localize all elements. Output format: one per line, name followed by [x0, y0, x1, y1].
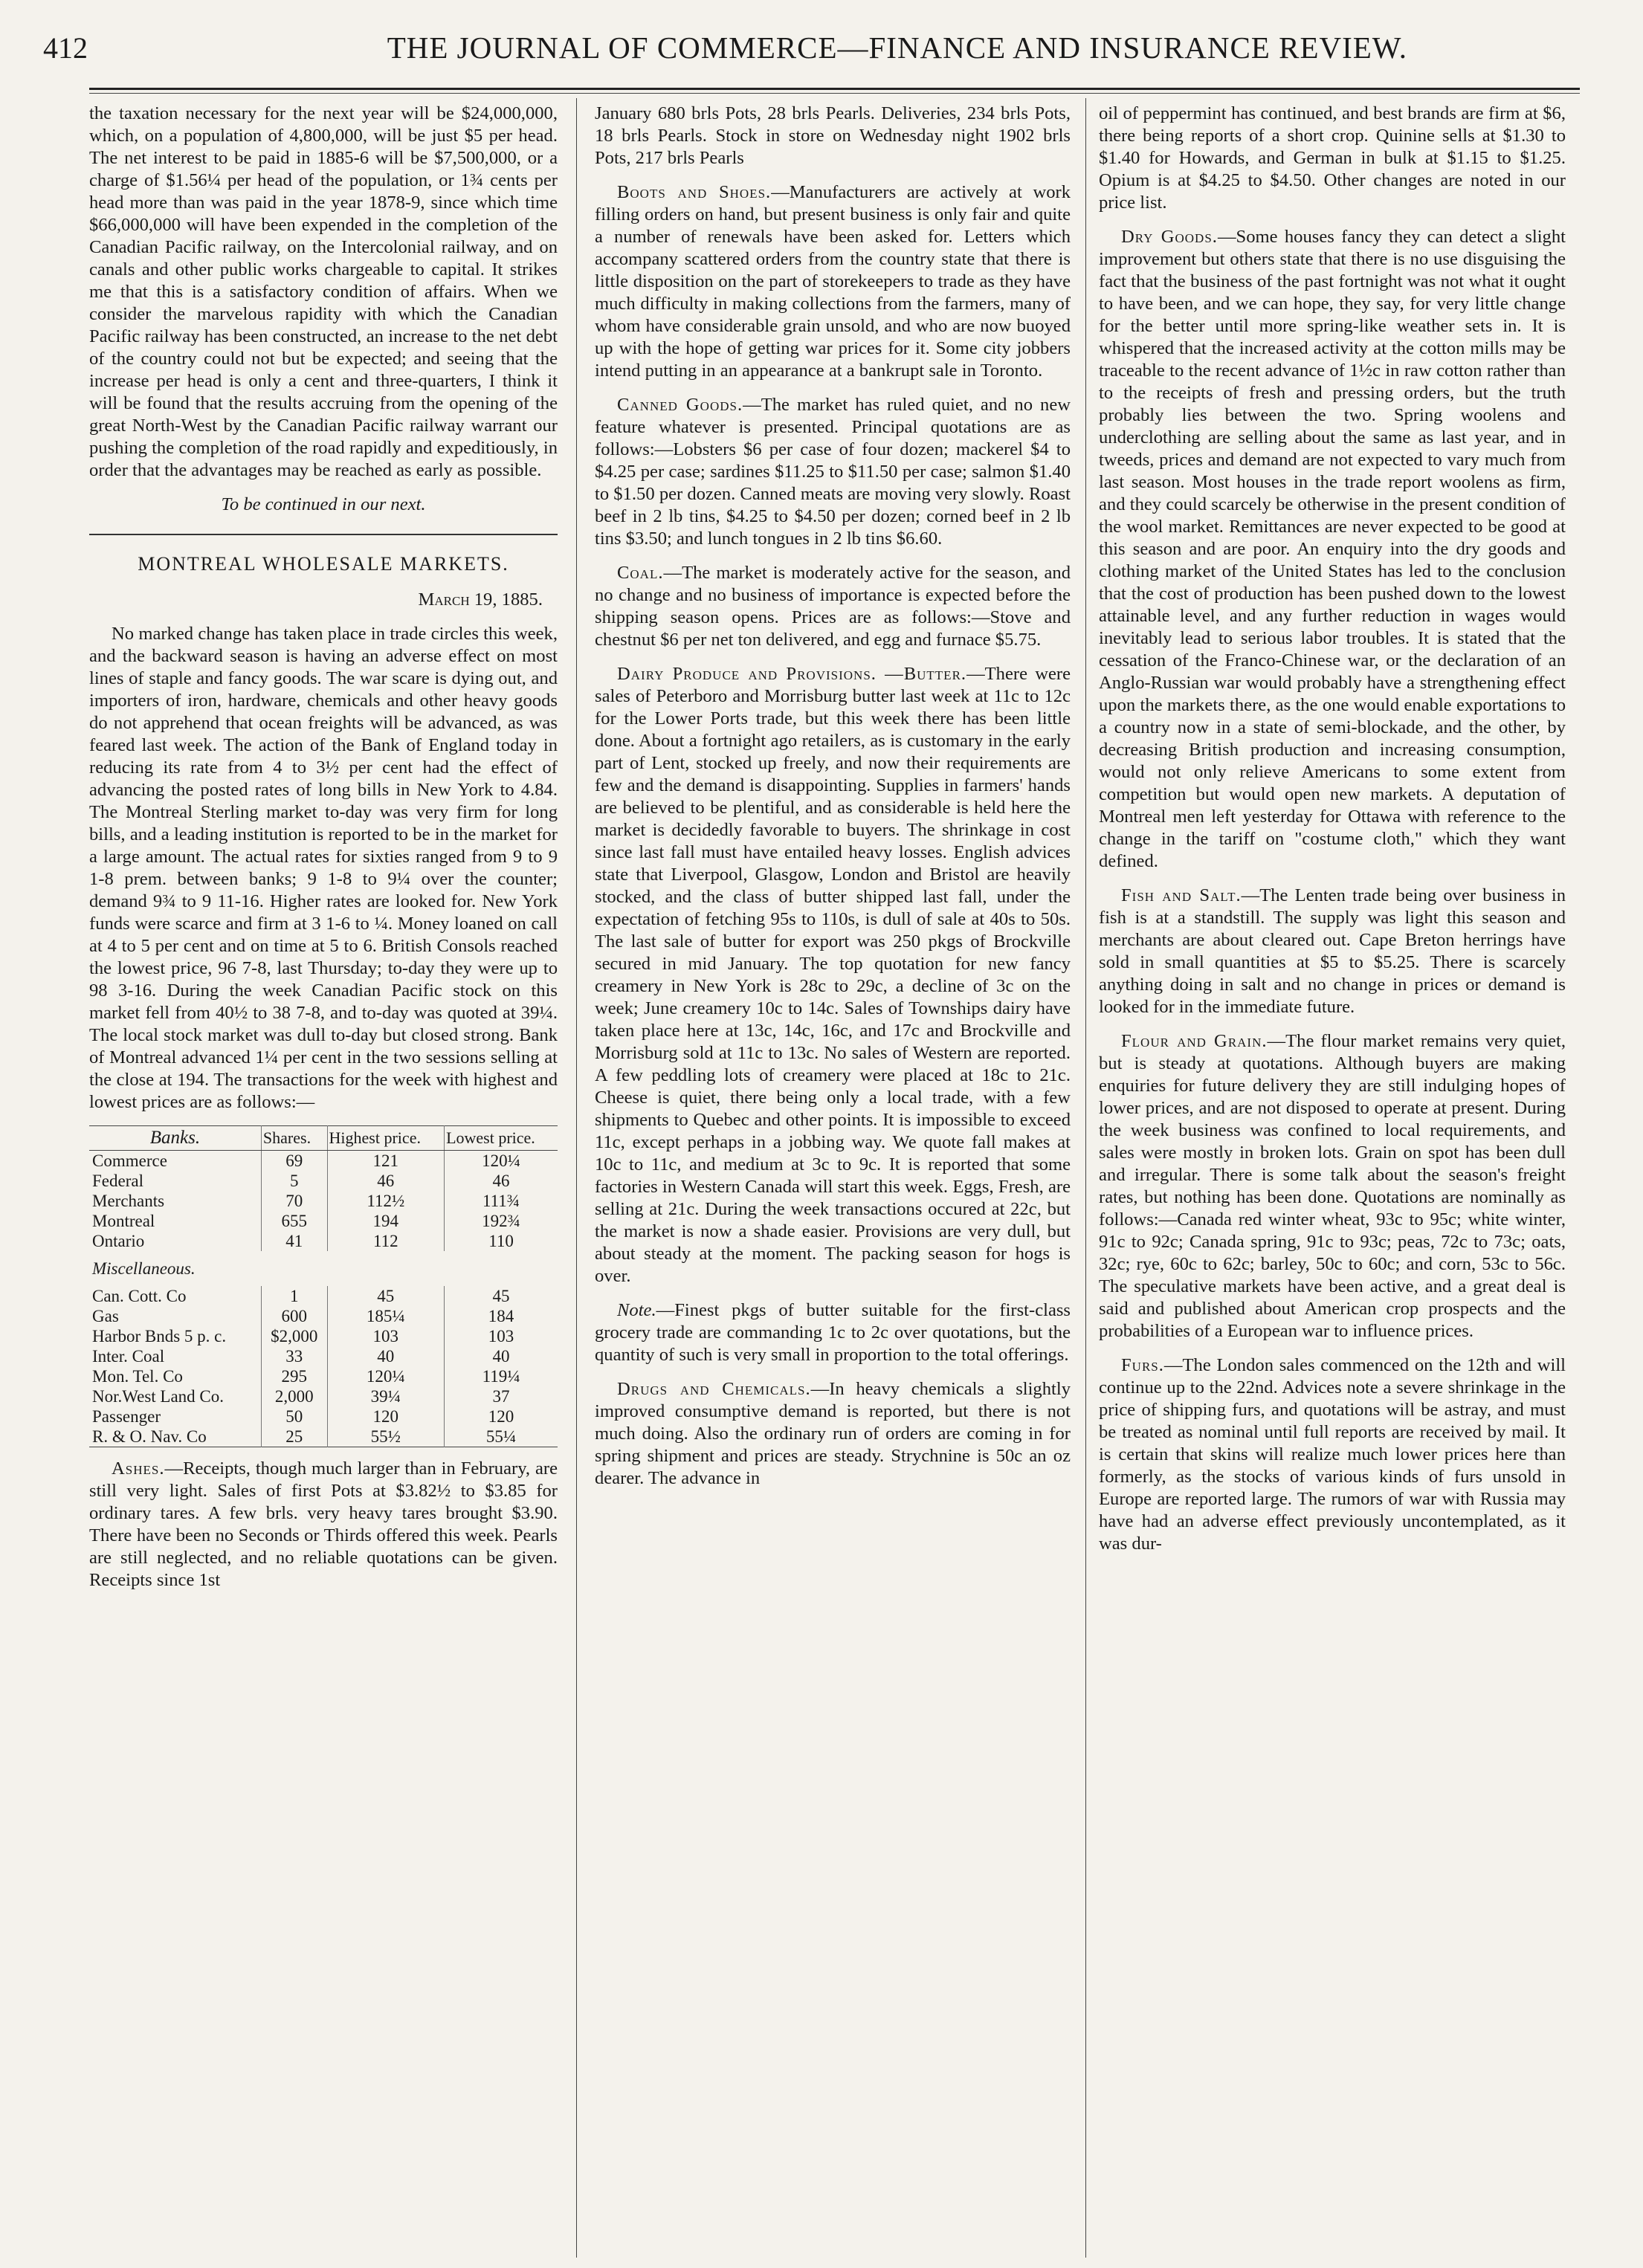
row-name: Nor.West Land Co. — [92, 1387, 225, 1406]
fish-paragraph — [1099, 885, 1566, 1018]
row-highest: 120¼ — [327, 1366, 445, 1386]
row-shares: 70 — [261, 1191, 327, 1211]
column-divider-2 — [1085, 98, 1086, 2258]
table-row — [89, 1231, 558, 1251]
column-2 — [595, 103, 1071, 1502]
row-lowest: 55¼ — [445, 1427, 558, 1447]
row-shares: 295 — [261, 1366, 327, 1386]
row-name: Federal — [92, 1172, 143, 1190]
note-heading: Note. — [617, 1300, 656, 1320]
row-highest: 112 — [327, 1231, 445, 1251]
row-name: R. & O. Nav. Co — [92, 1427, 207, 1446]
row-shares: 655 — [261, 1211, 327, 1231]
note-paragraph — [595, 1299, 1071, 1366]
dairy-paragraph — [595, 663, 1071, 1288]
table-row — [89, 1386, 558, 1406]
flour-heading: Flour and Grain. — [1121, 1031, 1268, 1051]
page-number: 412 — [43, 31, 88, 65]
stock-table — [89, 1125, 558, 1447]
canned-text: —The market has ruled quiet, and no new feature whatever is presented. Principal quotations are as follows:—Lobsters $6 per case of four dozen; mackerel $4 to $4.25 per case; sardines $11.25 to $11.50 per case; salmon $1.40 to $1.50 per dozen. Canned meats are moving very slowly. Roast beef in 2 lb tins, $4.25 to $4.50 per dozen; corned beef in 2 lb tins $3.50; and lunch tongues in 2 lb tins $6.60. — [595, 395, 1071, 549]
row-highest: 194 — [327, 1211, 445, 1231]
row-highest: 103 — [327, 1326, 445, 1346]
ashes-continued-paragraph: January 680 brls Pots, 28 brls Pearls. Deliveries, 234 brls Pots, 18 brls Pearls. Stock in store on Wednesday night 1902 brls Pots, 217 brls Pearls — [595, 103, 1071, 168]
coal-text: —The market is moderately active for the season, and no change and no business of importance is expected before the shipping season opens. Prices are as follows:—Stove and chestnut $6 per net ton delivered, and egg and furnace $5.75. — [595, 563, 1071, 650]
row-highest: 112½ — [327, 1191, 445, 1211]
row-name: Gas — [92, 1307, 119, 1325]
table-row — [89, 1286, 558, 1306]
row-highest: 46 — [327, 1171, 445, 1191]
row-highest: 121 — [327, 1151, 445, 1172]
canned-paragraph — [595, 394, 1071, 550]
boots-paragraph — [595, 181, 1071, 382]
row-lowest: 111¾ — [445, 1191, 558, 1211]
table-row — [89, 1406, 558, 1427]
row-name: Merchants — [92, 1192, 165, 1210]
header-lowest: Lowest price. — [445, 1126, 558, 1151]
market-intro-paragraph: No marked change has taken place in trade circles this week, and the backward season is having an adverse effect on most lines of staple and fancy goods. The war scare is dying out, and importers of iron, hardware, chemicals and other heavy goods do not apprehend that ocean freights will be advanced, as was feared last week. The action of the Bank of England today in reducing its rate from 4 to 3½ per cent had the effect of advancing the posted rates of long bills in New York to 4.84. The Montreal Sterling market to-day was very firm for long bills, and a leading institution is reported to be in the market for a large amount. The actual rates for sixties ranged from 9 to 9 1-8 prem. between banks; 9 1-8 to 9¼ over the counter; demand 9¾ to 9 11-16. Higher rates are looked for. New York funds were scarce and firm at 3 1-6 to ¼. Money loaned on call at 4 to 5 per cent and on time at 5 to 6. British Consols reached the lowest price, 96 7-8, last Thursday; to-day they were up to 98 3-16. During the week Canadian Pacific stock on this market fell from 40½ to 38 7-8, and to-day was quoted at 39¼. The local stock market was dull to-day but closed strong. Bank of Montreal advanced 1¼ per cent in the two sessions selling at the close at 194. The transactions for the week with highest and lowest prices are as follows:— — [89, 624, 558, 1112]
table-row — [89, 1171, 558, 1191]
row-highest: 45 — [327, 1286, 445, 1306]
row-lowest: 120 — [445, 1406, 558, 1427]
row-highest: 120 — [327, 1406, 445, 1427]
table-row — [89, 1306, 558, 1326]
boots-text: —Manufacturers are actively at work filling orders on hand, but present business is only fair and quite a number of renewals have been asked for. Letters which accompany scattered orders from the country state that there is little disposition on the part of storekeepers to trade as they have much difficulty in making collections from the farmers, many of whom have considerable grain unsold, and who are now buoyed up with the hope of getting war prices for it. Some city jobbers intend putting in an appearance at a bankrupt sale in Toronto. — [595, 182, 1071, 381]
row-shares: 5 — [261, 1171, 327, 1191]
note-text: —Finest pkgs of butter suitable for the first-class grocery trade are commanding 1c to 2c over quotations, but the quantity of such is very small in proportion to the total offerings. — [595, 1300, 1071, 1365]
row-name: Ontario — [92, 1232, 145, 1250]
furs-text: —The London sales commenced on the 12th and will continue up to the 22nd. Advices note a severe shrinkage in the price of shipping furs, and quotations will be astray, and must be treated as nominal until full reports are received by mail. It is certain that skins will realize much lower prices here than formerly, as the stocks of various kinds of furs unsold in Europe are reported large. The rumors of war with Russia may have had an adverse effect previously uncontemplated, as it was dur- — [1099, 1355, 1566, 1554]
row-lowest: 192¾ — [445, 1211, 558, 1231]
drugs-continued-paragraph: oil of peppermint has continued, and best brands are firm at $6, there being reports of a short crop. Quinine sells at $1.30 to $1.40 for Howards, and German in bulk at $1.15 to $1.25. Opium is at $4.25 to $4.50. Other changes are noted in our price list. — [1099, 103, 1566, 213]
header-shares: Shares. — [261, 1126, 327, 1151]
misc-label: Miscellaneous. — [92, 1259, 196, 1278]
row-name: Passenger — [92, 1407, 161, 1426]
journal-title: THE JOURNAL OF COMMERCE—FINANCE AND INSURANCE REVIEW. — [387, 30, 1407, 65]
row-lowest: 40 — [445, 1346, 558, 1366]
row-lowest: 45 — [445, 1286, 558, 1306]
row-lowest: 37 — [445, 1386, 558, 1406]
row-shares: 600 — [261, 1306, 327, 1326]
row-shares: 2,000 — [261, 1386, 327, 1406]
dairy-heading: Dairy Produce and Provisions. —Butter. — [617, 664, 967, 684]
row-shares: 33 — [261, 1346, 327, 1366]
canned-heading: Canned Goods. — [617, 395, 743, 415]
section-divider — [89, 534, 558, 535]
fish-heading: Fish and Salt. — [1121, 885, 1242, 905]
row-lowest: 120¼ — [445, 1151, 558, 1172]
drugs-heading: Drugs and Chemicals. — [617, 1379, 811, 1399]
row-name: Mon. Tel. Co — [92, 1367, 183, 1386]
row-shares: 69 — [261, 1151, 327, 1172]
table-row — [89, 1427, 558, 1447]
furs-heading: Furs. — [1121, 1355, 1164, 1375]
ashes-paragraph — [89, 1458, 558, 1592]
row-shares: 50 — [261, 1406, 327, 1427]
dry-goods-paragraph — [1099, 226, 1566, 873]
table-row — [89, 1191, 558, 1211]
section-date: March 19, 1885. — [418, 589, 543, 610]
coal-paragraph — [595, 562, 1071, 651]
row-shares: 1 — [261, 1286, 327, 1306]
header-highest: Highest price. — [327, 1126, 445, 1151]
row-lowest: 110 — [445, 1231, 558, 1251]
boots-heading: Boots and Shoes. — [617, 182, 772, 202]
header-rule-thin — [89, 93, 1580, 94]
row-lowest: 184 — [445, 1306, 558, 1326]
row-highest: 39¼ — [327, 1386, 445, 1406]
dairy-text: —There were sales of Peterboro and Morrisburg butter last week at 11c to 12c for the Lower Ports trade, but this week there has been little done. About a fortnight ago retailers, as is customary in the early part of Lent, stocked up freely, and now their requirements are few and the demand is disappointing. Supplies in farmers' hands are believed to be plentiful, and as considerable is held here the market is decidedly favorable to buyers. The shrinkage in cost since last fall must have entailed heavy losses. English advices state that Liverpool, Glasgow, London and Bristol are heavily stocked, and the class of butter shipped last fall, under the expectation of fetching 95s to 110s, is dull of sale at 40s to 50s. The last sale of butter for export was 250 pkgs of Brockville secured in mid January. The top quotation for new fancy creamery in New York is 28c to 29c, a decline of 3c on the week; June creamery 10c to 14c. Sales of Townships dairy have taken place here at 13c, 14c, 16c, and 17c and Brockville and Morrisburg sold at 11c to 13c. No sales of Western are reported. A few peddling lots of creamery were placed at 18c to 21c. Cheese is quiet, there being only a local trade, with a few shipments to Quebec and other points. It is impossible to exceed 11c, except perhaps in a jobbing way. We quote fall makes at 10c to 11c, and medium at 3c to 9c. It is reported that some factories in Western Canada will start this week. Eggs, Fresh, are selling at 21c. During the week transactions occured at 22c, but the market is now a shade easier. Provisions are very dull, but about steady at the moment. The packing season for hogs is over. — [595, 664, 1071, 1286]
row-lowest: 119¼ — [445, 1366, 558, 1386]
row-name: Can. Cott. Co — [92, 1287, 187, 1305]
row-name: Inter. Coal — [92, 1347, 165, 1366]
row-highest: 55½ — [327, 1427, 445, 1447]
drugs-paragraph — [595, 1378, 1071, 1490]
table-row — [89, 1346, 558, 1366]
row-name: Montreal — [92, 1212, 155, 1230]
section-title: MONTREAL WHOLESALE MARKETS. — [138, 553, 509, 575]
row-shares: 41 — [261, 1231, 327, 1251]
header-rule — [89, 88, 1580, 90]
table-row — [89, 1326, 558, 1346]
ashes-heading: Ashes. — [112, 1458, 165, 1479]
column-divider-1 — [576, 98, 577, 2258]
row-highest: 185¼ — [327, 1306, 445, 1326]
dry-goods-heading: Dry Goods. — [1121, 227, 1218, 247]
table-group-row — [89, 1251, 558, 1286]
column-1 — [89, 103, 558, 1603]
row-shares: $2,000 — [261, 1326, 327, 1346]
stock-table-header — [89, 1126, 558, 1151]
table-row — [89, 1366, 558, 1386]
row-name: Commerce — [92, 1151, 167, 1170]
column-3 — [1099, 103, 1566, 1567]
table-row — [89, 1151, 558, 1172]
row-name: Harbor Bnds 5 p. c. — [92, 1327, 227, 1345]
row-lowest: 46 — [445, 1171, 558, 1191]
table-row — [89, 1211, 558, 1231]
row-lowest: 103 — [445, 1326, 558, 1346]
dry-goods-text: —Some houses fancy they can detect a slight improvement but others state that there is no use disguising the fact that the business of the past fortnight was not what it ought to have been, and we can hope, they say, for very little change for the better until more spring-like weather sets in. It is whispered that the increased activity at the cotton mills may be traceable to the recent advance of 1½c in raw cotton rather than to the receipts of fresh and pressing orders, but the truth probably lies between the two. Spring woolens and underclothing are selling about the same as last year, and in tweeds, prices and demand are not expected to vary much from last season. Most houses in the trade report woolens as firm, and they could scarcely be otherwise in the present condition of the wool market. Remittances are never expected to be good at this season and are poor. An enquiry into the dry goods and clothing market of the United States has led to the conclusion that the cost of production has been pushed down to the lowest attainable level, and any further reduction in wages would inevitably lead to serious labor troubles. It is stated that the cessation of the Franco-Chinese war, or the declaration of an Anglo-Russian war would probably have a strengthening effect upon the markets there, as the one would enable exportations to a country now in a state of semi-blockade, and the other, by decreasing British production and increasing consumption, would not only relieve Americans to some extent from competition but would open new markets. A deputation of Montreal men left yesterday for Ottawa with reference to the change in the tariff on "costume cloth," which they want defined. — [1099, 227, 1566, 871]
page-header — [43, 30, 1601, 82]
taxation-paragraph: the taxation necessary for the next year will be $24,000,000, which, on a population of 4,800,000, will be just $5 per head. The net interest to be paid in 1885-6 will be $7,500,000, or a charge of $1.56¼ per head of the population, or 1¾ cents per head more than was paid in the year 1878-9, since which time $66,000,000 will have been expended in the completion of the Canadian Pacific railway, on the Intercolonial railway, and on canals and other public works chargeable to capital. It strikes me that this is a satisfactory condition of affairs. When we consider the marvelous rapidity with which the Canadian Pacific railway has been constructed, an increase to the net debt of the country could not but be expected; and seeing that the increase per head is only a cent and three-quarters, I think it will be found that the results accruing from the opening of the great North-West by the Canadian Pacific railway warrant our pushing the completion of the road rapidly and expeditiously, in order that the advantages may be reached as early as possible. — [89, 103, 558, 480]
ashes-text: —Receipts, though much larger than in February, are still very light. Sales of first Pots at $3.82½ to $3.85 for ordinary tares. A few brls. very heavy tares brought $3.90. There have been no Seconds or Thirds offered this week. Pearls are still neglected, and no reliable quotations can be given. Receipts since 1st — [89, 1458, 558, 1590]
flour-paragraph — [1099, 1030, 1566, 1343]
row-highest: 40 — [327, 1346, 445, 1366]
fish-text: —The Lenten trade being over business in fish is at a standstill. The supply was light this season and merchants are about cleared out. Cape Breton herrings have sold in small quantities at $5 to $5.25. There is scarcely anything doing in salt and no change in prices or demand is looked for in the immediate future. — [1099, 885, 1566, 1017]
row-shares: 25 — [261, 1427, 327, 1447]
furs-paragraph — [1099, 1354, 1566, 1555]
header-banks: Banks. — [89, 1126, 261, 1151]
coal-heading: Coal. — [617, 563, 664, 583]
continued-note: To be continued in our next. — [221, 494, 426, 514]
flour-text: —The flour market remains very quiet, but is steady at quotations. Although buyers are making enquiries for future delivery they are still indulging hopes of lower prices, and are not disposed to operate at present. During the week business was confined to local requirements, and sales were mostly in broken lots. Grain on spot has been dull and irregular. There is some talk about the season's freight rates, but nothing has been done. Quotations are nominally as follows:—Canada red winter wheat, 93c to 95c; white winter, 91c to 92c; Canada spring, 91c to 93c; peas, 72c to 73c; oats, 32c; rye, 60c to 62c; barley, 50c to 60c; and corn, 53c to 56c. The speculative markets have been active, and a great deal is said and published about American crop prospects and the probabilities of a European war to influence prices. — [1099, 1031, 1566, 1341]
drugs-text: —In heavy chemicals a slightly improved consumptive demand is reported, but there is not much doing. Also the ordinary run of orders are coming in for spring shipment and prices are steady. Strychnine is 50c an oz dearer. The advance in — [595, 1379, 1071, 1488]
